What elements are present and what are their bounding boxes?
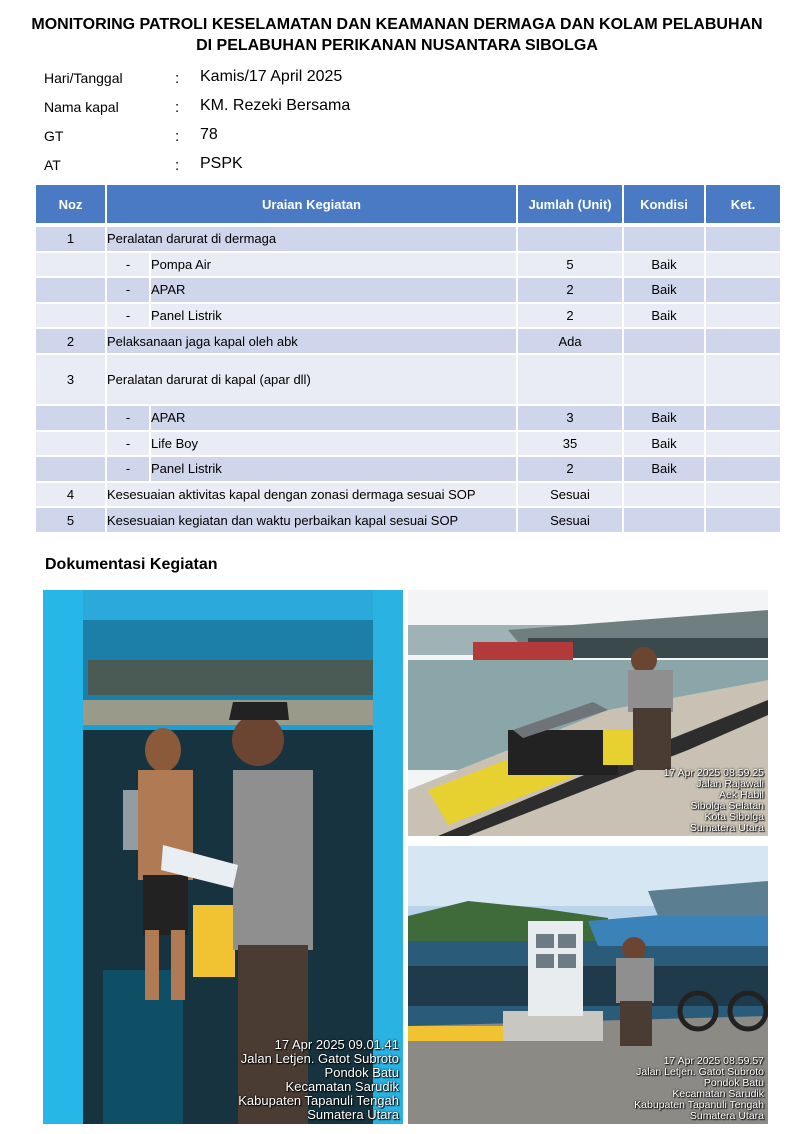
cell-item: Panel Listrik bbox=[150, 303, 517, 329]
cell-kondisi: Baik bbox=[623, 277, 705, 303]
cell-dash: - bbox=[106, 431, 150, 457]
stamp-line: Kota Sibolga bbox=[704, 811, 764, 823]
cell-dash: - bbox=[106, 303, 150, 329]
title-line-2: DI PELABUHAN PERIKANAN NUSANTARA SIBOLGA bbox=[196, 37, 598, 54]
cell-jumlah: 5 bbox=[517, 252, 623, 278]
cell-jumlah: Ada bbox=[517, 328, 623, 354]
cell-ket bbox=[705, 277, 780, 303]
cell-no: 5 bbox=[36, 507, 106, 533]
photo-stamp bbox=[238, 1038, 399, 1122]
stamp-line: Pondok Batu bbox=[324, 1065, 399, 1080]
info-value: PSPK bbox=[200, 155, 243, 172]
table-row bbox=[36, 277, 780, 303]
cell-jumlah: Sesuai bbox=[517, 482, 623, 508]
stamp-line: Kecamatan Sarudik bbox=[285, 1079, 399, 1094]
cell-no bbox=[36, 277, 106, 303]
cell-ket bbox=[705, 405, 780, 431]
stamp-line: Pondok Batu bbox=[703, 1077, 764, 1089]
info-colon: : bbox=[175, 99, 180, 116]
cell-dash: - bbox=[106, 277, 150, 303]
table-row bbox=[36, 225, 780, 252]
cell-kondisi: Baik bbox=[623, 252, 705, 278]
cell-item: Pompa Air bbox=[150, 252, 517, 278]
cell-ket bbox=[705, 431, 780, 457]
photo-stamp bbox=[634, 1056, 764, 1122]
cell-kondisi: Baik bbox=[623, 456, 705, 482]
stamp-line: 17 Apr 2025 08.59.25 bbox=[663, 767, 764, 779]
cell-jumlah bbox=[517, 354, 623, 405]
table-row bbox=[36, 507, 780, 533]
photo-stamp bbox=[664, 768, 764, 834]
cell-no: 3 bbox=[36, 354, 106, 405]
cell-ket bbox=[705, 456, 780, 482]
cell-jumlah: Sesuai bbox=[517, 507, 623, 533]
cell-jumlah: 2 bbox=[517, 456, 623, 482]
cell-item: Kesesuaian aktivitas kapal dengan zonasi dermaga sesuai SOP bbox=[106, 482, 517, 508]
table-row bbox=[36, 328, 780, 354]
cell-ket bbox=[705, 252, 780, 278]
cell-jumlah: 2 bbox=[517, 303, 623, 329]
info-row-at bbox=[44, 153, 644, 182]
cell-no bbox=[36, 303, 106, 329]
info-label: Nama kapal bbox=[44, 99, 119, 115]
document-title bbox=[20, 14, 774, 56]
info-colon: : bbox=[175, 70, 180, 87]
info-block bbox=[44, 66, 644, 182]
table-row bbox=[36, 482, 780, 508]
header-jumlah: Jumlah (Unit) bbox=[517, 185, 623, 225]
photo-ship-cabin-inspection bbox=[43, 590, 403, 1124]
header-no: Noz bbox=[36, 185, 106, 225]
cell-item: Life Boy bbox=[150, 431, 517, 457]
stamp-line: Jalan Letjen. Gatot Subroto bbox=[240, 1051, 399, 1066]
stamp-line: Kabupaten Tapanuli Tengah bbox=[634, 1099, 764, 1111]
cell-item: APAR bbox=[150, 277, 517, 303]
info-row-ship-name bbox=[44, 95, 644, 124]
cell-item: Pelaksanaan jaga kapal oleh abk bbox=[106, 328, 517, 354]
cell-kondisi: Baik bbox=[623, 431, 705, 457]
cell-no: 2 bbox=[36, 328, 106, 354]
cell-item: Peralatan darurat di kapal (apar dll) bbox=[106, 354, 517, 405]
cell-no: 4 bbox=[36, 482, 106, 508]
stamp-line: 17 Apr 2025 08.59.57 bbox=[663, 1055, 764, 1067]
info-label: GT bbox=[44, 128, 64, 144]
stamp-line: Kabupaten Tapanuli Tengah bbox=[238, 1093, 399, 1108]
info-label: AT bbox=[44, 157, 61, 173]
cell-dash: - bbox=[106, 252, 150, 278]
cell-jumlah: 35 bbox=[517, 431, 623, 457]
photo-pier-panel-inspection bbox=[408, 846, 768, 1124]
cell-item: Kesesuaian kegiatan dan waktu perbaikan kapal sesuai SOP bbox=[106, 507, 517, 533]
cell-item: APAR bbox=[150, 405, 517, 431]
cell-kondisi bbox=[623, 328, 705, 354]
table-header-row bbox=[36, 185, 780, 225]
header-ket: Ket. bbox=[705, 185, 780, 225]
header-uraian: Uraian Kegiatan bbox=[106, 185, 517, 225]
info-colon: : bbox=[175, 128, 180, 145]
stamp-line: 17 Apr 2025 09.01.41 bbox=[274, 1037, 399, 1052]
cell-dash: - bbox=[106, 405, 150, 431]
cell-ket bbox=[705, 354, 780, 405]
info-value: 78 bbox=[200, 126, 218, 143]
stamp-line: Sumatera Utara bbox=[689, 822, 764, 834]
documentation-title: Dokumentasi Kegiatan bbox=[45, 556, 218, 573]
cell-kondisi bbox=[623, 354, 705, 405]
cell-no: 1 bbox=[36, 225, 106, 252]
cell-no bbox=[36, 456, 106, 482]
title-line-1: MONITORING PATROLI KESELAMATAN DAN KEAMANAN DERMAGA DAN KOLAM PELABUHAN bbox=[31, 16, 763, 33]
cell-kondisi bbox=[623, 225, 705, 252]
stamp-line: Aek Habil bbox=[719, 789, 764, 801]
stamp-line: Sumatera Utara bbox=[689, 1110, 764, 1122]
cell-kondisi bbox=[623, 482, 705, 508]
table-row bbox=[36, 252, 780, 278]
cell-jumlah: 3 bbox=[517, 405, 623, 431]
info-colon: : bbox=[175, 157, 180, 174]
cell-no bbox=[36, 405, 106, 431]
cell-jumlah: 2 bbox=[517, 277, 623, 303]
header-kondisi: Kondisi bbox=[623, 185, 705, 225]
stamp-line: Jalan Letjen. Gatot Subroto bbox=[636, 1066, 764, 1078]
stamp-line: Kecamatan Sarudik bbox=[672, 1088, 764, 1100]
info-row-gt bbox=[44, 124, 644, 153]
cell-item: Peralatan darurat di dermaga bbox=[106, 225, 517, 252]
stamp-line: Sumatera Utara bbox=[307, 1107, 399, 1122]
table-row bbox=[36, 405, 780, 431]
info-row-date bbox=[44, 66, 644, 95]
cell-kondisi bbox=[623, 507, 705, 533]
cell-ket bbox=[705, 303, 780, 329]
table-row bbox=[36, 431, 780, 457]
info-label: Hari/Tanggal bbox=[44, 70, 123, 86]
stamp-line: Sibolga Selatan bbox=[690, 800, 764, 812]
cell-item: Panel Listrik bbox=[150, 456, 517, 482]
cell-no bbox=[36, 431, 106, 457]
cell-ket bbox=[705, 328, 780, 354]
cell-ket bbox=[705, 482, 780, 508]
cell-kondisi: Baik bbox=[623, 303, 705, 329]
stamp-line: Jalan Rajawali bbox=[696, 778, 764, 790]
table-row bbox=[36, 456, 780, 482]
photo-dock-inspection bbox=[408, 590, 768, 836]
cell-jumlah bbox=[517, 225, 623, 252]
cell-ket bbox=[705, 225, 780, 252]
info-value: Kamis/17 April 2025 bbox=[200, 68, 343, 85]
activity-table bbox=[36, 185, 780, 534]
cell-dash: - bbox=[106, 456, 150, 482]
info-value: KM. Rezeki Bersama bbox=[200, 97, 351, 114]
cell-ket bbox=[705, 507, 780, 533]
cell-kondisi: Baik bbox=[623, 405, 705, 431]
table-row bbox=[36, 354, 780, 405]
table-row bbox=[36, 303, 780, 329]
cell-no bbox=[36, 252, 106, 278]
